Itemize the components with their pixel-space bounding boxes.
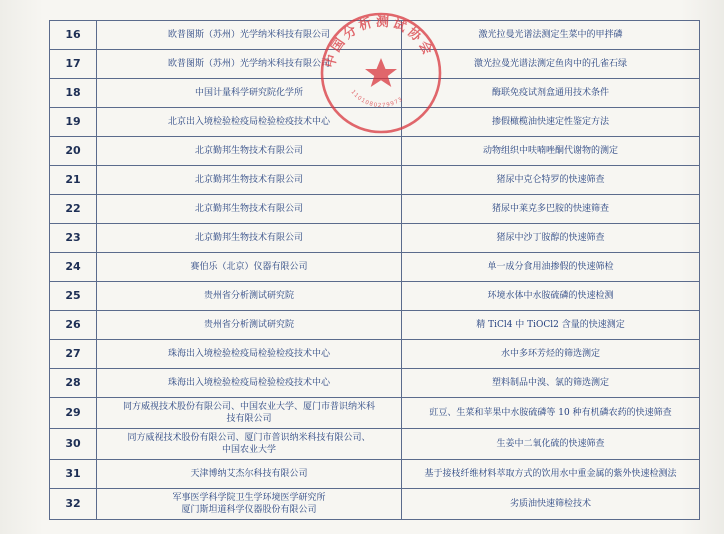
table-row [50, 137, 700, 166]
organization-line: 同方威视技术股份有限公司、中国农业大学、厦门市普识纳米科 [122, 402, 375, 412]
table-row [50, 253, 700, 282]
organization-cell [97, 398, 402, 429]
row-number: 23 [50, 224, 97, 253]
organization-cell: 贵州省分析测试研究院 [97, 311, 402, 340]
organization-cell [97, 489, 402, 520]
organization-line: 厦门斯坦道科学仪器股份有限公司 [181, 505, 317, 515]
row-number: 28 [50, 369, 97, 398]
table-row [50, 489, 700, 520]
row-number: 18 [50, 79, 97, 108]
row-number: 21 [50, 166, 97, 195]
organization-cell: 珠海出入境检验检疫局检验检疫技术中心 [97, 340, 402, 369]
organization-cell: 赛伯乐（北京）仪器有限公司 [97, 253, 402, 282]
table-row [50, 398, 700, 429]
table-row [50, 50, 700, 79]
table-row [50, 195, 700, 224]
row-number: 32 [50, 489, 97, 520]
standard-title-cell: 激光拉曼光谱法测定生菜中的甲拌磷 [402, 21, 700, 50]
row-number: 29 [50, 398, 97, 429]
organization-line: 军事医学科学院卫生学环境医学研究所 [172, 493, 326, 503]
standard-title-cell: 猪尿中沙丁胺醇的快速筛查 [402, 224, 700, 253]
standard-title-cell: 精 TiCl4 中 TiOCl2 含量的快速测定 [402, 311, 700, 340]
standard-title-cell: 猪尿中莱克多巴胺的快速筛查 [402, 195, 700, 224]
table-row [50, 21, 700, 50]
standard-title-cell: 塑料制品中溴、氯的筛选测定 [402, 369, 700, 398]
table-row [50, 79, 700, 108]
organization-cell: 北京勤邦生物技术有限公司 [97, 195, 402, 224]
standard-title-cell: 劣质油快速筛检技术 [402, 489, 700, 520]
organization-cell: 北京出入境检验检疫局检验检疫技术中心 [97, 108, 402, 137]
standard-title-cell: 酶联免疫试剂盒通用技术条件 [402, 79, 700, 108]
table-body [50, 21, 700, 520]
standard-title-cell: 猪尿中克仑特罗的快速筛查 [402, 166, 700, 195]
standards-table [49, 20, 700, 520]
standard-title-cell: 生姜中二氧化硫的快速筛查 [402, 429, 700, 460]
organization-cell: 北京勤邦生物技术有限公司 [97, 224, 402, 253]
organization-cell: 珠海出入境检验检疫局检验检疫技术中心 [97, 369, 402, 398]
standard-title-cell: 激光拉曼光谱法测定鱼肉中的孔雀石绿 [402, 50, 700, 79]
row-number: 22 [50, 195, 97, 224]
row-number: 30 [50, 429, 97, 460]
organization-cell: 欧普图斯（苏州）光学纳米科技有限公司 [97, 50, 402, 79]
row-number: 27 [50, 340, 97, 369]
table-row [50, 429, 700, 460]
row-number: 26 [50, 311, 97, 340]
organization-cell: 贵州省分析测试研究院 [97, 282, 402, 311]
standard-title-cell: 单一成分食用油掺假的快速筛检 [402, 253, 700, 282]
standard-title-cell: 水中多环芳烃的筛选测定 [402, 340, 700, 369]
organization-cell: 欧普图斯（苏州）光学纳米科技有限公司 [97, 21, 402, 50]
organization-cell: 北京勤邦生物技术有限公司 [97, 137, 402, 166]
organization-cell: 北京勤邦生物技术有限公司 [97, 166, 402, 195]
table-row [50, 460, 700, 489]
standard-title-cell: 基于接枝纤维材料萃取方式的饮用水中重金属的紫外快速检测法 [402, 460, 700, 489]
row-number: 19 [50, 108, 97, 137]
table-row [50, 224, 700, 253]
standard-title-cell: 豇豆、生菜和苹果中水胺硫磷等 10 种有机磷农药的快速筛查 [402, 398, 700, 429]
table-row [50, 311, 700, 340]
table-row [50, 282, 700, 311]
organization-line: 技有限公司 [226, 414, 272, 424]
organization-line: 同方威视技术股份有限公司、厦门市普识纳米科技有限公司、 [127, 433, 371, 443]
row-number: 25 [50, 282, 97, 311]
organization-line: 中国农业大学 [221, 445, 276, 455]
organization-cell: 中国计量科学研究院化学所 [97, 79, 402, 108]
row-number: 31 [50, 460, 97, 489]
organization-cell: 天津博纳艾杰尔科技有限公司 [97, 460, 402, 489]
standard-title-cell: 环境水体中水胺硫磷的快速检测 [402, 282, 700, 311]
row-number: 17 [50, 50, 97, 79]
standard-title-cell: 动物组织中呋喃唑酮代谢物的测定 [402, 137, 700, 166]
table-row [50, 369, 700, 398]
table-row [50, 166, 700, 195]
seal-serial: 1101080279973 [349, 89, 405, 110]
row-number: 24 [50, 253, 97, 282]
table-row [50, 340, 700, 369]
organization-cell [97, 429, 402, 460]
standard-title-cell: 掺假橄榄油快速定性鉴定方法 [402, 108, 700, 137]
table-row [50, 108, 700, 137]
row-number: 20 [50, 137, 97, 166]
seal-text: 中国分析测试协会 [322, 14, 437, 70]
row-number: 16 [50, 21, 97, 50]
